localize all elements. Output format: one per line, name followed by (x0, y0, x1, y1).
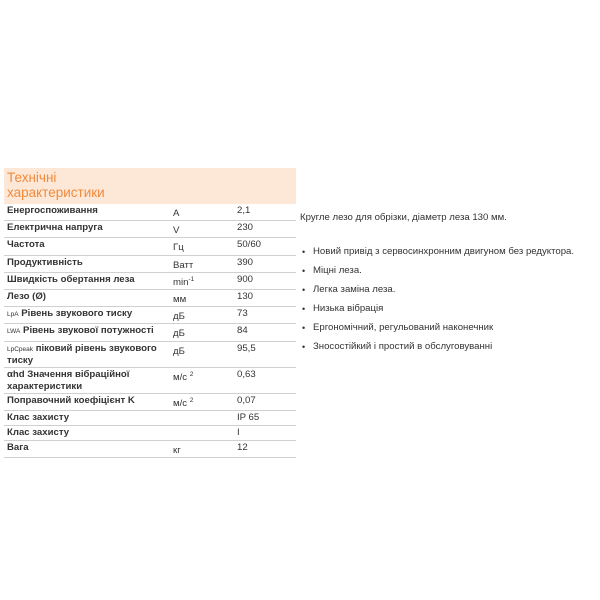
spec-row (4, 425, 296, 440)
feature-text: Низька вібрація (313, 303, 384, 314)
spec-value: 95,5 (235, 341, 296, 367)
spec-name (4, 393, 171, 410)
spec-name (4, 289, 171, 306)
spec-prefix: LpCpeak (7, 345, 34, 353)
spec-unit-text: кг (173, 444, 181, 456)
spec-row (4, 221, 296, 238)
spec-unit-text: min (173, 276, 189, 288)
bullet-icon: • (302, 304, 306, 314)
feature-text: Зносостійкий і простий в обслуговуванні (313, 341, 493, 352)
feature-item (300, 246, 598, 265)
spec-name (4, 410, 171, 425)
spec-unit (171, 367, 235, 393)
technical-specs (4, 168, 296, 458)
spec-unit (171, 204, 235, 221)
spec-row (4, 324, 296, 341)
spec-name-text: Клас захисту (7, 426, 70, 438)
spec-unit-exponent: -1 (188, 275, 195, 283)
specs-title-line2: характеристики (7, 185, 105, 200)
spec-value: 50/60 (235, 238, 296, 255)
spec-row (4, 410, 296, 425)
spec-value: 2,1 (235, 204, 296, 221)
spec-value: 73 (235, 307, 296, 324)
spec-prefix: LpA (7, 311, 19, 319)
spec-unit-text: м/с (173, 371, 188, 383)
spec-name (4, 367, 171, 393)
spec-name-text: Швидкість обертання леза (7, 273, 135, 285)
spec-unit-text: мм (173, 294, 187, 306)
spec-name-text: Продуктивність (7, 256, 83, 268)
spec-row (4, 440, 296, 457)
bullet-icon: • (302, 247, 306, 257)
spec-name (4, 221, 171, 238)
spec-name (4, 204, 171, 221)
spec-value: 12 (235, 440, 296, 457)
product-description (300, 212, 598, 360)
spec-unit-text: дБ (173, 311, 185, 323)
spec-unit (171, 307, 235, 324)
spec-name-text: Частота (7, 239, 45, 251)
spec-prefix: LWA (7, 328, 21, 336)
spec-row (4, 272, 296, 289)
spec-name-text: Поправочний коефіцієнт K (7, 394, 135, 406)
spec-name (4, 425, 171, 440)
spec-unit (171, 425, 235, 440)
spec-unit-exponent: 2 (189, 370, 194, 378)
spec-name (4, 324, 171, 341)
spec-unit-text: Ватт (173, 259, 194, 271)
spec-unit-text: дБ (173, 345, 185, 357)
spec-row (4, 289, 296, 306)
spec-row (4, 204, 296, 221)
spec-unit (171, 255, 235, 272)
spec-row (4, 307, 296, 324)
spec-name-text: αhd Значення вібраційної характеристики (7, 368, 130, 392)
spec-value: 84 (235, 324, 296, 341)
spec-unit (171, 272, 235, 289)
spec-unit (171, 238, 235, 255)
feature-text: Новий привід з сервосинхронним двигуном без редуктора. (313, 246, 575, 257)
spec-name (4, 255, 171, 272)
spec-unit-text: A (173, 208, 180, 220)
spec-value: 900 (235, 272, 296, 289)
spec-name-text: піковий рівень звукового тиску (7, 342, 157, 366)
feature-text: Легка заміна леза. (313, 284, 396, 295)
spec-value: IP 65 (235, 410, 296, 425)
bullet-icon: • (302, 342, 306, 352)
spec-unit-exponent: 2 (189, 396, 194, 404)
spec-value: 0,63 (235, 367, 296, 393)
spec-row (4, 238, 296, 255)
spec-row (4, 255, 296, 272)
spec-unit (171, 410, 235, 425)
feature-item (300, 265, 598, 284)
spec-name-text: Вага (7, 441, 29, 453)
spec-name (4, 238, 171, 255)
spec-unit-text: м/с (173, 397, 188, 409)
spec-unit (171, 221, 235, 238)
spec-unit (171, 393, 235, 410)
feature-item (300, 322, 598, 341)
spec-name (4, 341, 171, 367)
spec-unit (171, 324, 235, 341)
spec-name (4, 307, 171, 324)
spec-unit-text: V (173, 225, 180, 237)
feature-text: Ергономічний, регульований наконечник (313, 322, 494, 333)
spec-unit (171, 341, 235, 367)
spec-unit-text: Гц (173, 242, 184, 254)
spec-value: 230 (235, 221, 296, 238)
spec-name-text: Клас захисту (7, 411, 70, 423)
spec-name (4, 440, 171, 457)
spec-name (4, 272, 171, 289)
bullet-icon: • (302, 323, 306, 333)
feature-list (300, 246, 598, 360)
bullet-icon: • (302, 266, 306, 276)
feature-item (300, 341, 598, 360)
spec-name-text: Енергоспоживання (7, 205, 98, 216)
feature-item (300, 303, 598, 322)
spec-value: 130 (235, 289, 296, 306)
spec-unit (171, 440, 235, 457)
spec-row (4, 393, 296, 410)
spec-value: I (235, 425, 296, 440)
spec-row (4, 341, 296, 367)
description-intro: Круглe лезо для обрізки, діаметр леза 130 мм. (300, 212, 507, 223)
specs-table (4, 204, 296, 458)
feature-item (300, 284, 598, 303)
spec-name-text: Рівень звукового тиску (21, 308, 133, 320)
specs-title-line1: Технічні (7, 170, 57, 185)
spec-name-text: Електрична напруга (7, 222, 103, 234)
spec-name-text: Лезо (Ø) (7, 290, 46, 302)
spec-row (4, 367, 296, 393)
feature-text: Міцні леза. (313, 265, 362, 276)
spec-value: 0,07 (235, 393, 296, 410)
specs-header (4, 168, 296, 204)
spec-name-text: Рівень звукової потужності (23, 325, 154, 337)
spec-unit (171, 289, 235, 306)
spec-unit-text: дБ (173, 328, 185, 340)
spec-value: 390 (235, 255, 296, 272)
bullet-icon: • (302, 285, 306, 295)
